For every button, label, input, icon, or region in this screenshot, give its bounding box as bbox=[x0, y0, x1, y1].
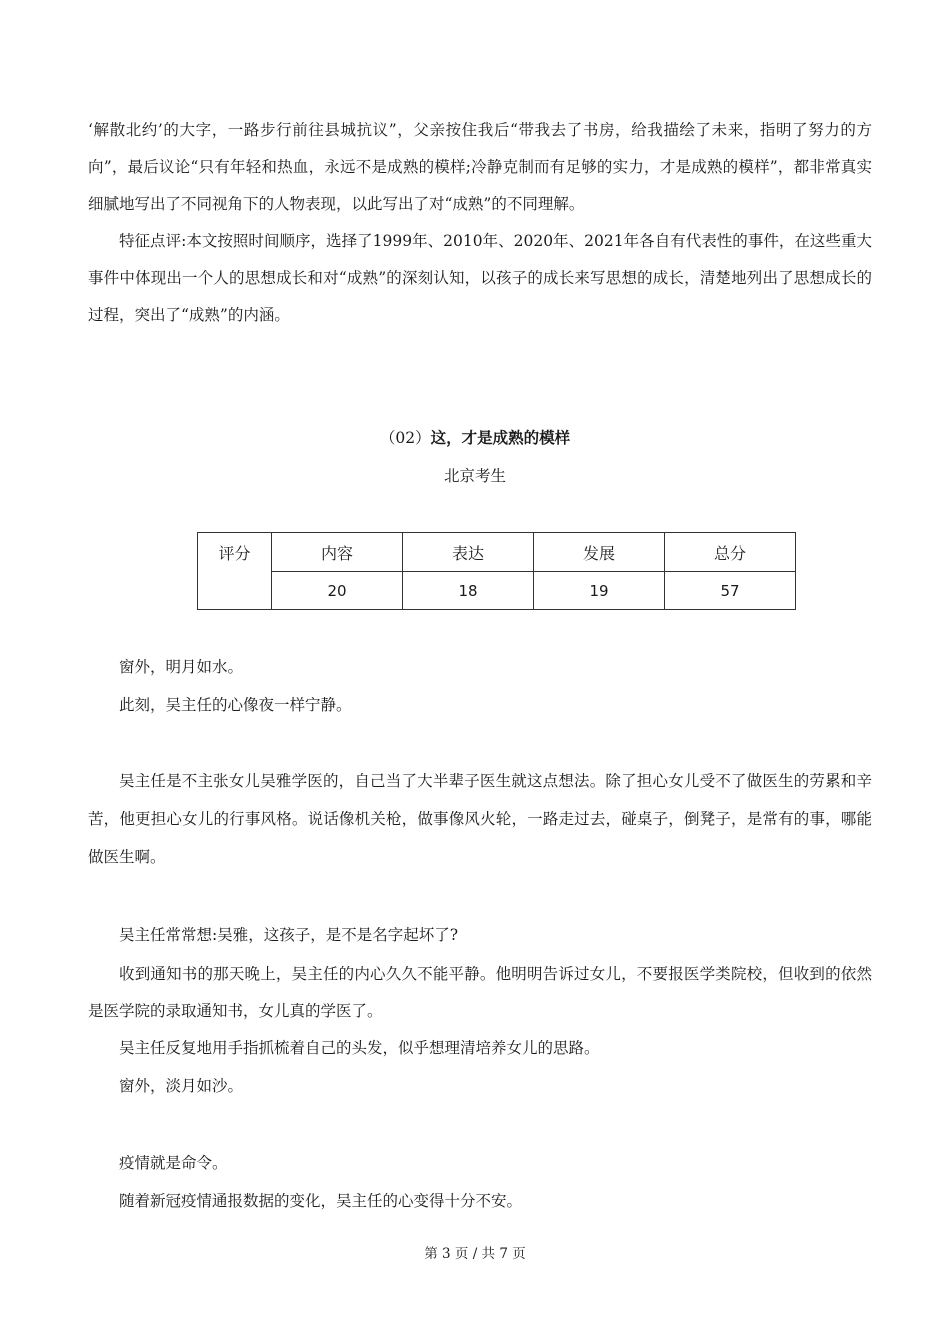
review-paragraph-1: ‘解散北约’的大字，一路步行前往县城抗议”，父亲按住我后“带我去了书房，给我描绘了未来，指明了努力的方向”，最后议论“只有年轻和热血，永远不是成熟的模样;冷静克制而有足够的实力，才是成熟的模样”，都非常真实细腻地写出了不同视角下的人物表现，以此写出了对“成熟”的不同理解。 bbox=[88, 121, 872, 213]
body-line: 随着新冠疫情通报数据的变化，吴主任的心变得十分不安。 bbox=[119, 1192, 523, 1210]
score-row-label: 评分 bbox=[198, 533, 272, 610]
score-value-content: 20 bbox=[272, 572, 403, 610]
score-header-total: 总分 bbox=[665, 533, 796, 572]
score-header-content: 内容 bbox=[272, 533, 403, 572]
body-paragraph: 吴主任是不主张女儿吴雅学医的，自己当了大半辈子医生就这点想法。除了担心女儿受不了做医生的劳累和辛苦，他更担心女儿的行事风格。说话像机关枪，做事像风火轮，一路走过去，碰桌子，倒凳子，是常有的事，哪能做医生啊。 bbox=[88, 772, 872, 866]
body-line: 此刻，吴主任的心像夜一样宁静。 bbox=[119, 696, 352, 714]
essay-title-text: 这，才是成熟的模样 bbox=[430, 428, 571, 447]
score-table bbox=[197, 532, 796, 610]
score-value-development: 19 bbox=[534, 572, 665, 610]
essay-number: （02） bbox=[379, 429, 431, 447]
body-line: 吴主任反复地用手指抓梳着自己的头发，似乎想理清培养女儿的思路。 bbox=[119, 1039, 600, 1057]
score-value-total: 57 bbox=[665, 572, 796, 610]
body-paragraph: 收到通知书的那天晚上，吴主任的内心久久不能平静。他明明告诉过女儿，不要报医学类院校，但收到的依然是医学院的录取通知书，女儿真的学医了。 bbox=[88, 965, 872, 1020]
score-value-expression: 18 bbox=[403, 572, 534, 610]
body-line: 疫情就是命令。 bbox=[119, 1154, 228, 1172]
score-header-development: 发展 bbox=[534, 533, 665, 572]
score-header-expression: 表达 bbox=[403, 533, 534, 572]
essay-title bbox=[0, 426, 950, 450]
review-paragraph-2: 特征点评:本文按照时间顺序，选择了1999年、2010年、2020年、2021年各自有代表性的事件，在这些重大事件中体现出一个人的思想成长和对“成熟”的深刻认知，以孩子的成长来写思想的成长，清楚地列出了思想成长的过程，突出了“成熟”的内涵。 bbox=[88, 232, 872, 324]
body-line: 窗外，明月如水。 bbox=[119, 658, 244, 676]
body-line: 吴主任常常想:吴雅，这孩子，是不是名字起坏了? bbox=[119, 926, 459, 944]
page-footer: 第 3 页 / 共 7 页 bbox=[424, 1246, 526, 1262]
body-line: 窗外，淡月如沙。 bbox=[119, 1077, 244, 1095]
essay-author: 北京考生 bbox=[443, 467, 506, 485]
